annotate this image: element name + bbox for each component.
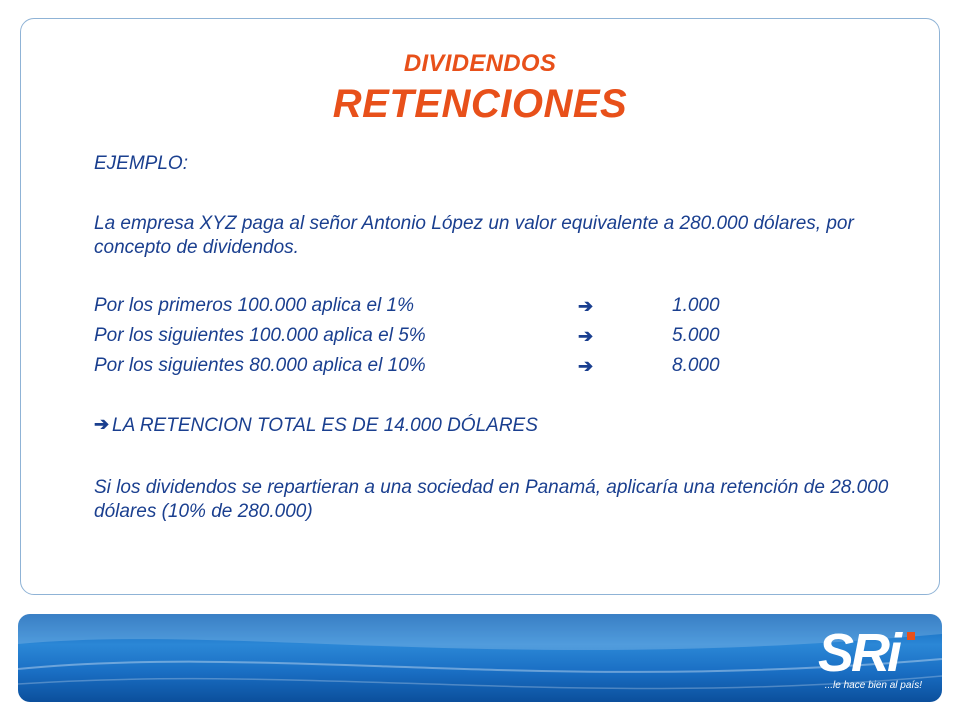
- arrow-right-icon: ➔: [578, 296, 594, 316]
- calc-row-value: 1.000: [672, 295, 720, 316]
- sri-logo: [812, 622, 922, 698]
- calc-row-3: [94, 354, 894, 378]
- footer-swoosh: [18, 614, 942, 702]
- calc-row-1: [94, 294, 894, 318]
- footer-banner: [18, 614, 942, 702]
- panama-note: Si los dividendos se repartieran a una sociedad en Panamá, aplicaría una retención de 28.000 dólares (10% de 280.000): [94, 477, 889, 522]
- arrow-right-icon: ➔: [578, 326, 594, 346]
- logo-accent-icon: [907, 632, 915, 640]
- calc-row-value: 5.000: [672, 325, 720, 346]
- calc-row-label: Por los siguientes 80.000 aplica el 10%: [94, 355, 426, 376]
- logo-tagline: ...le hace bien al país!: [824, 680, 922, 691]
- example-label: EJEMPLO:: [94, 153, 188, 174]
- slide-title: RETENCIONES: [332, 82, 628, 126]
- slide-subtitle: DIVIDENDOS: [403, 50, 557, 77]
- calc-row-2: [94, 324, 894, 348]
- arrow-right-icon: ➔: [578, 356, 594, 376]
- total-retention: LA RETENCION TOTAL ES DE 14.000 DÓLARES: [112, 415, 538, 436]
- logo-text: SRi: [818, 623, 900, 683]
- calc-row-value: 8.000: [672, 355, 720, 376]
- calc-row-label: Por los primeros 100.000 aplica el 1%: [94, 295, 415, 316]
- calc-row-label: Por los siguientes 100.000 aplica el 5%: [94, 325, 426, 346]
- arrow-right-icon: ➔: [94, 414, 110, 434]
- intro-paragraph: La empresa XYZ paga al señor Antonio López un valor equivalente a 280.000 dólares, por concepto de dividendos.: [94, 213, 854, 258]
